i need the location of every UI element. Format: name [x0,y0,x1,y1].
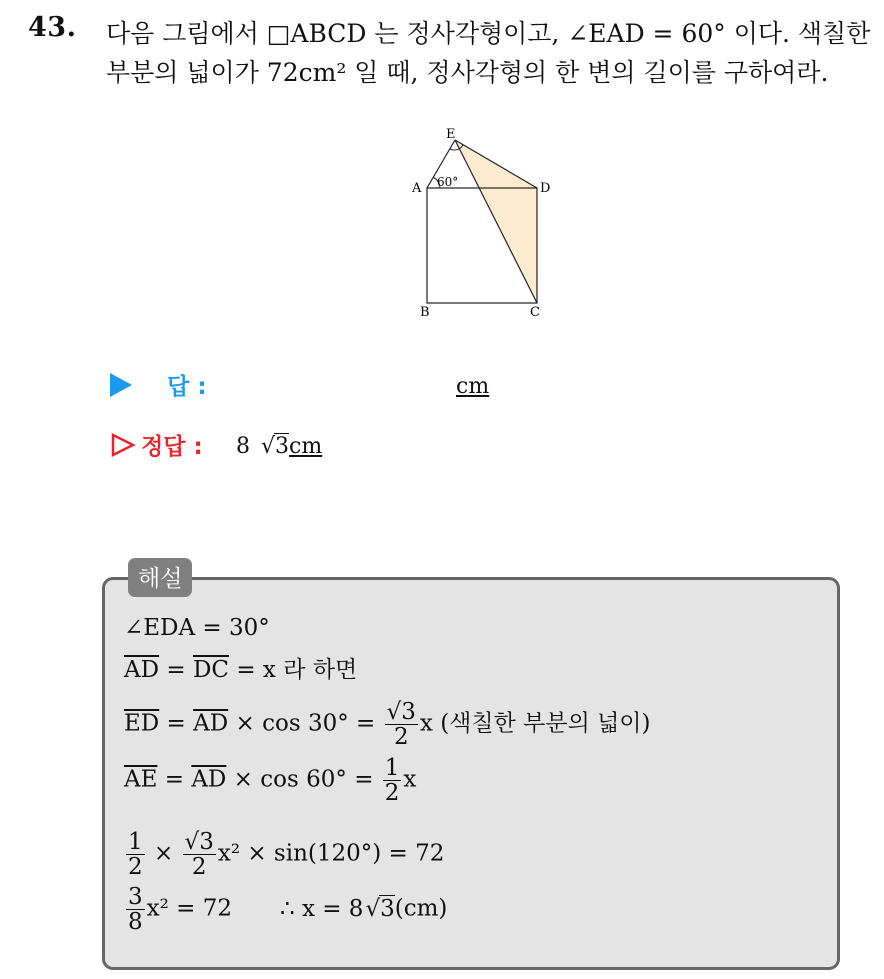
label-a: A [412,181,422,196]
correct-row [110,428,203,461]
explanation-line2: $\overline{AD} = \overline{DC} = x$ 라 하면 [124,657,358,683]
question-number: 43. [28,12,77,43]
fraction-sqrt3-over-2: $\frac{√3}{2}$ [386,699,416,751]
answer-label: 답 : [167,374,207,400]
correct-unit: cm [289,434,323,459]
explanation-tag: 해설 [128,558,192,597]
correct-coefficient: 8 [236,434,250,459]
correct-radicand: 3 [275,434,290,459]
label-d: D [540,181,551,196]
play-icon [110,373,132,397]
answer-row [110,368,207,401]
label-angle-60: 60° [437,175,459,189]
label-b: B [420,305,430,320]
label-c: C [530,305,540,320]
explanation-line1: ∠EDA = 30° [124,615,270,641]
label-e: E [446,127,456,142]
outline-triangle-icon [110,432,136,458]
answer-unit: cm [456,374,490,399]
geometry-figure [400,120,580,329]
segment-ad-text: $\overline{AD}$ [124,657,160,683]
explanation-line5: $\frac{1}{2}$ × $\frac{√3}{2}$ x² × sin(120°) = 72 [128,829,445,881]
explanation-line3: $\overline{ED} = \overline{AD} \times \cos 30^\circ$ = $\frac{√3}{2}$ x (색칠한 부분의 넓이) [124,699,651,751]
fraction-1-over-2: $\frac{1}{2}$ [384,755,400,807]
correct-label: 정답 : [141,434,203,460]
correct-value: 8 √3cm [236,434,323,459]
segment-dc-text: $\overline{DC}$ [192,657,230,683]
explanation-line6: $\frac{3}{8}$ x² = 72 ∴ x = 8√3(cm) [128,884,448,936]
question-text-line1: 다음 그림에서 □ABCD 는 정사각형이고, ∠EAD = 60° 이다. 색칠한 [106,19,871,48]
explanation-line4: $\overline{AE} = \overline{AD} \times \cos 60^\circ$ = $\frac{1}{2}$ x [124,755,417,807]
question-text-line2: 부분의 넓이가 72cm² 일 때, 정사각형의 한 변의 길이를 구하여라. [106,58,829,87]
